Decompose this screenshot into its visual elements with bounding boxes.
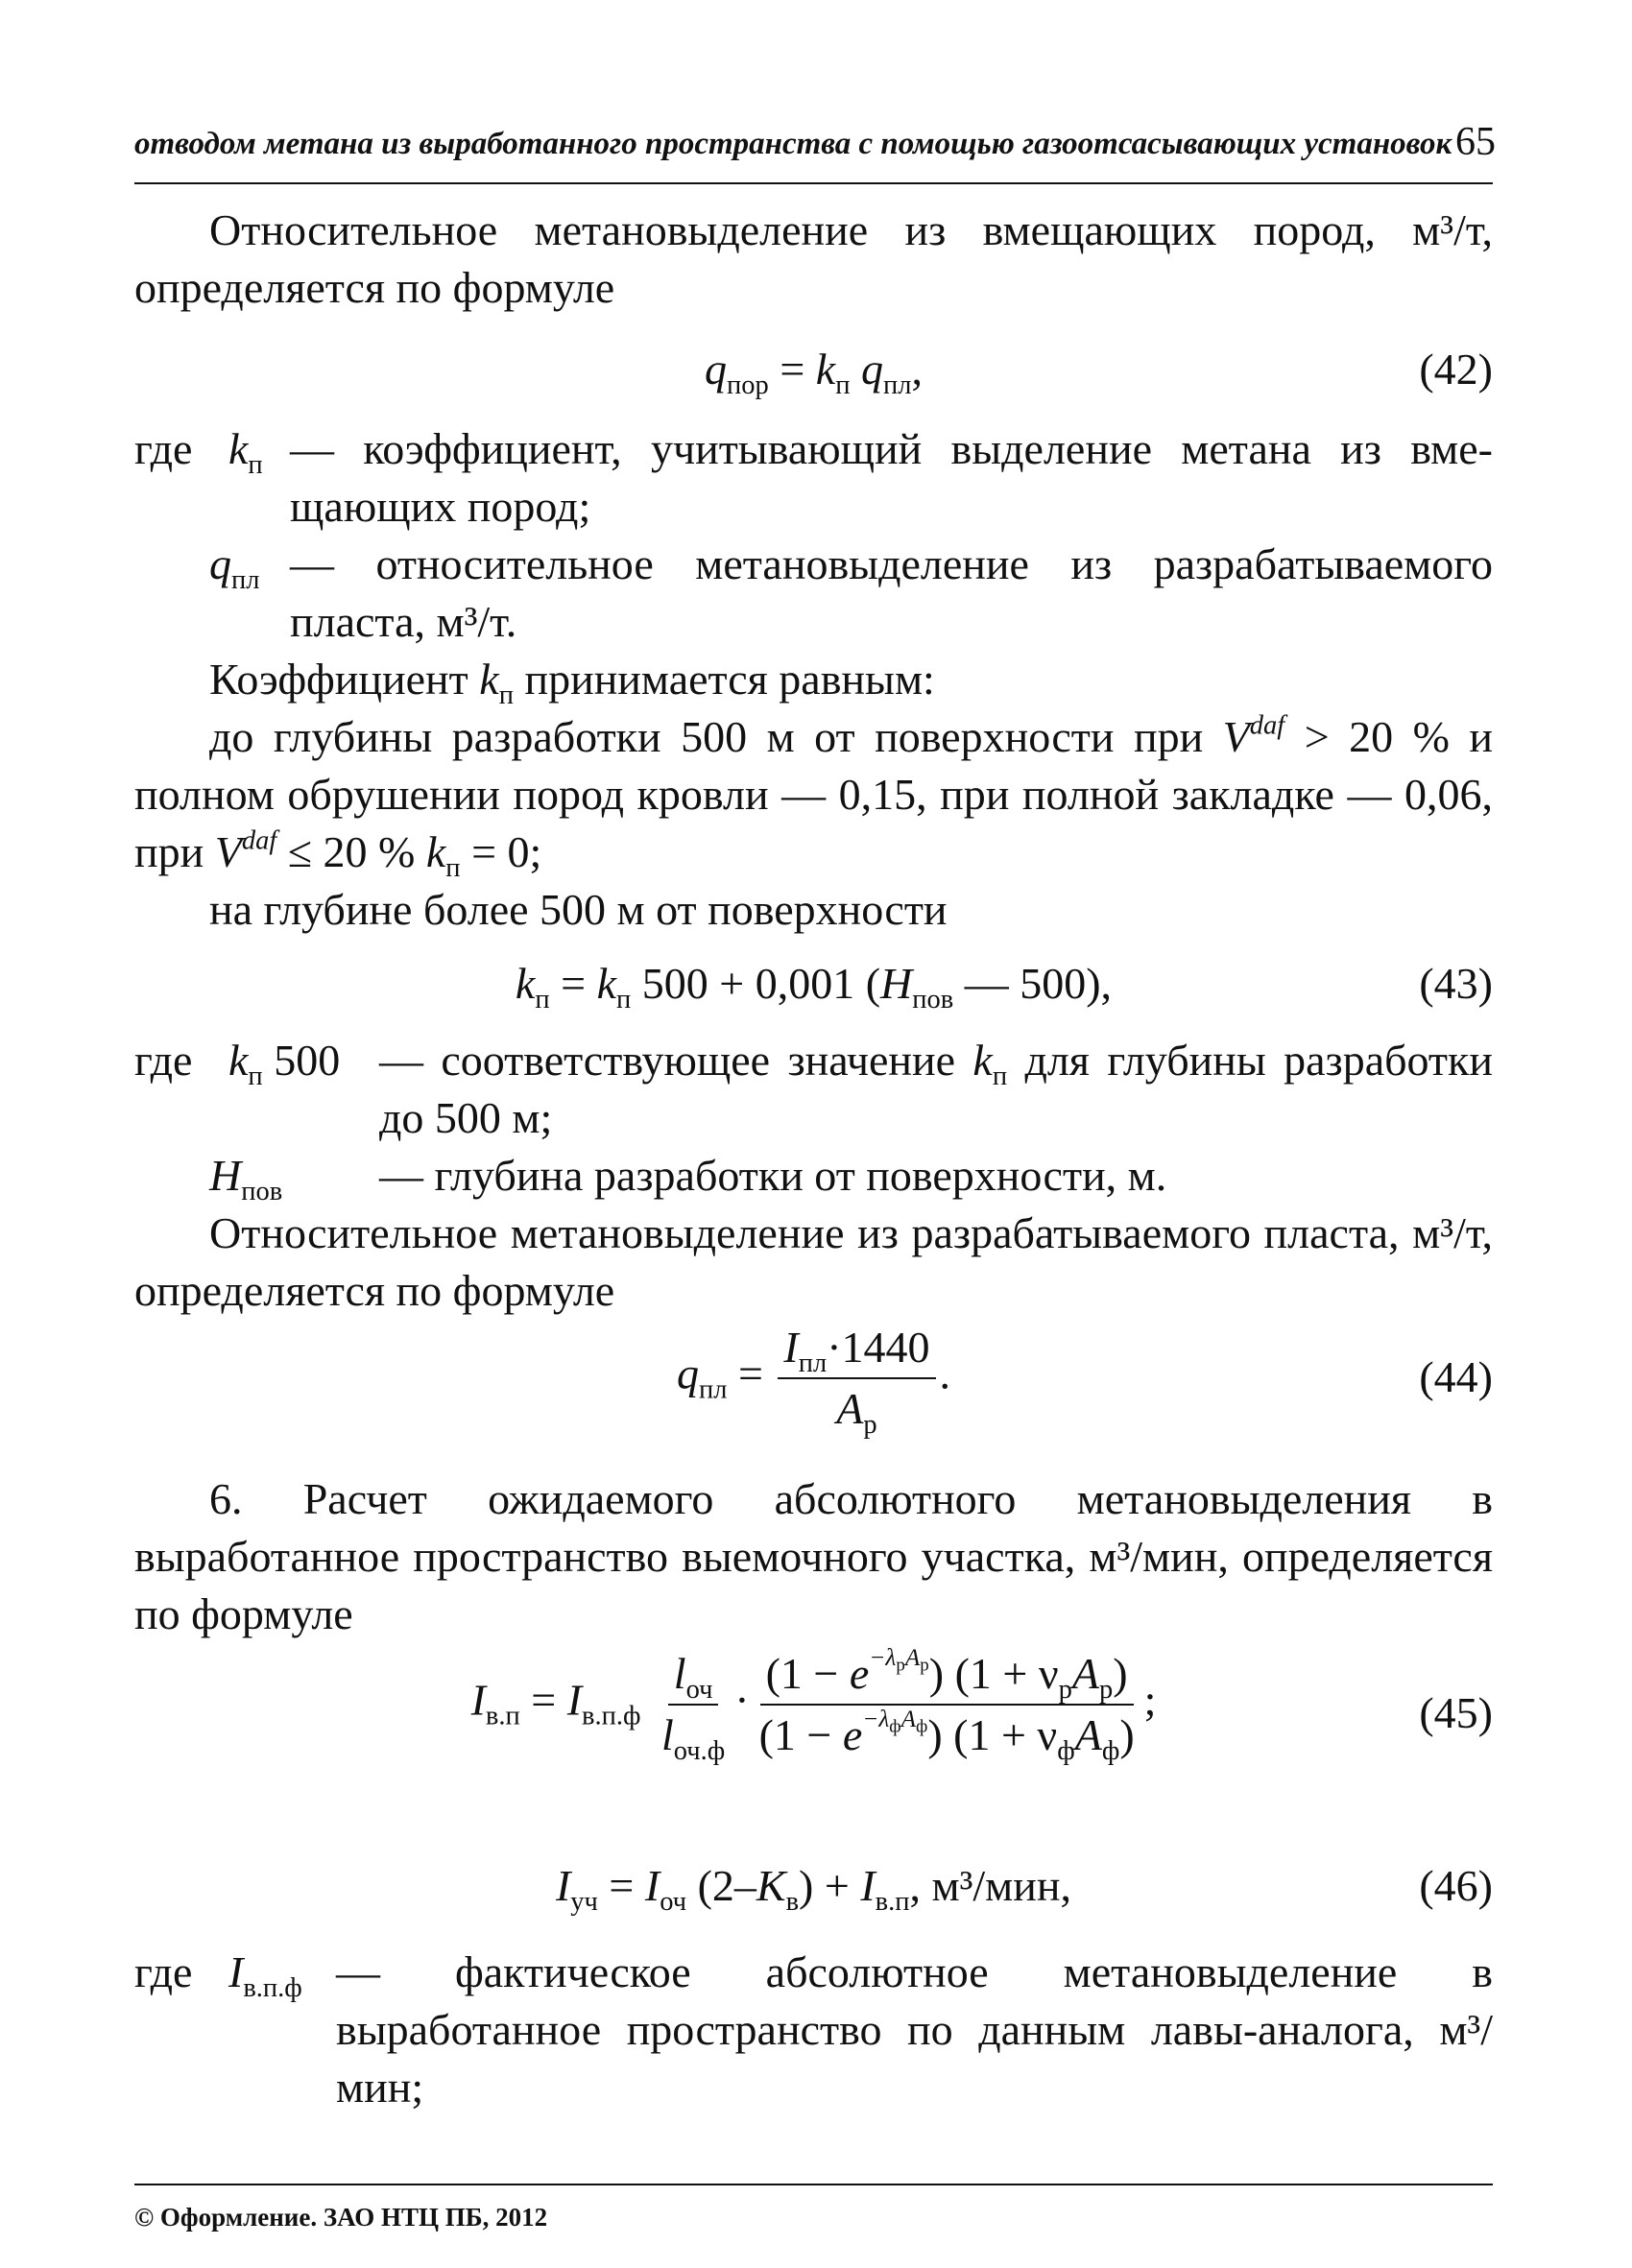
text: = 0; bbox=[460, 827, 542, 876]
symbol-q: q bbox=[209, 539, 231, 588]
subscript-p: п bbox=[615, 984, 632, 1015]
subscript-pl: пл bbox=[798, 1348, 828, 1378]
symbol-l: l bbox=[673, 1649, 686, 1698]
symbol-lambda: −λ bbox=[869, 1643, 897, 1671]
formula-44 bbox=[134, 1320, 1493, 1440]
subscript-p: п bbox=[992, 1061, 1008, 1091]
text: для глубины разработки до 500 м; bbox=[379, 1036, 1493, 1142]
symbol-k: k bbox=[596, 959, 616, 1008]
paragraph-depth-over-500: на глубине более 500 м от поверхности bbox=[209, 885, 948, 934]
superscript-daf: daf bbox=[241, 825, 277, 856]
symbol-V: V bbox=[214, 827, 242, 876]
symbol-k: k bbox=[515, 959, 536, 1008]
formula-43 bbox=[134, 955, 1493, 1013]
fraction-numerator bbox=[778, 1320, 935, 1379]
symbol-I: I bbox=[566, 1675, 583, 1725]
fraction-length-ratio bbox=[656, 1646, 731, 1766]
formula-term: , м³/мин, bbox=[909, 1861, 1072, 1910]
symbol-A: A bbox=[836, 1384, 864, 1433]
where-label: где bbox=[134, 424, 193, 473]
text: > 20 % и полном обрушении пород кровли — 0,15, при полной закладке — 0,06, при bbox=[134, 712, 1493, 876]
superscript-daf: daf bbox=[1249, 710, 1285, 741]
subscript-r: р bbox=[1099, 1674, 1114, 1705]
formula-term: (1 − bbox=[758, 1710, 843, 1759]
subscript-vpf: в.п.ф bbox=[243, 1972, 302, 2003]
symbol-I: I bbox=[470, 1675, 486, 1725]
subscript-f: ф bbox=[916, 1716, 928, 1737]
equation-number-42: (42) bbox=[1419, 345, 1493, 394]
subscript-f: ф bbox=[1057, 1735, 1075, 1766]
subscript-och: оч bbox=[685, 1674, 713, 1705]
symbol-k: k bbox=[479, 655, 499, 704]
subscript-f: ф bbox=[889, 1716, 901, 1737]
symbol-q: q bbox=[676, 1349, 699, 1398]
def-symbol-Hpov bbox=[209, 1147, 282, 1205]
symbol-H: H bbox=[880, 959, 913, 1008]
subscript-p: п bbox=[835, 370, 851, 400]
def-symbol-kp bbox=[228, 420, 263, 478]
symbol-q: q bbox=[860, 345, 883, 394]
fraction-denominator bbox=[656, 1706, 731, 1766]
formula-punct: ; bbox=[1143, 1675, 1157, 1725]
subscript-r: р bbox=[896, 1655, 905, 1676]
def-text-Hpov: — глубина разработки от поверхности, м. bbox=[379, 1151, 1167, 1200]
equation-number-46: (46) bbox=[1419, 1861, 1493, 1910]
formula-term: 500 + 0,001 ( bbox=[631, 959, 881, 1008]
def-symbol-qpl bbox=[209, 536, 260, 593]
symbol-k: k bbox=[972, 1036, 993, 1085]
where-label: где bbox=[134, 1036, 193, 1085]
suffix-500: 500 bbox=[262, 1036, 341, 1085]
formula-45 bbox=[134, 1643, 1493, 1766]
copyright-footer: © Оформление. ЗАО НТЦ ПБ, 2012 bbox=[134, 2203, 548, 2232]
def-text-Ivpf: — фактическое абсолютное метановыделение в выработанное пространство по данным лавы-аналога, м³/мин; bbox=[336, 1947, 1493, 2112]
formula-46 bbox=[134, 1857, 1493, 1915]
formula-punct: . bbox=[939, 1349, 951, 1398]
fraction bbox=[778, 1320, 935, 1440]
symbol-k: k bbox=[815, 345, 836, 394]
formula-term: ) (1 + ν bbox=[927, 1710, 1058, 1759]
equals-sign: = bbox=[727, 1349, 775, 1398]
factor-1440: ·1440 bbox=[827, 1323, 930, 1372]
subscript-uch: уч bbox=[570, 1886, 598, 1917]
equals-sign: = bbox=[519, 1675, 567, 1725]
multiply-dot: · bbox=[734, 1675, 750, 1725]
subscript-vp: в.п bbox=[875, 1886, 910, 1917]
text: — соответствующее значение bbox=[379, 1036, 973, 1085]
subscript-pl: пл bbox=[231, 564, 260, 595]
subscript-r: р bbox=[920, 1655, 929, 1676]
equation-number-45: (45) bbox=[1419, 1688, 1493, 1737]
symbol-I: I bbox=[555, 1861, 571, 1910]
symbol-q: q bbox=[705, 345, 728, 394]
page-number: 65 bbox=[1455, 120, 1496, 164]
symbol-l: l bbox=[661, 1710, 674, 1759]
symbol-I: I bbox=[228, 1947, 244, 1996]
symbol-lambda: −λ bbox=[862, 1705, 890, 1732]
running-title: отводом метана из выработанного пространства с помощью газоотсасывающих установок bbox=[134, 127, 1452, 161]
subscript-r: р bbox=[863, 1409, 877, 1440]
def-symbol-kp500 bbox=[228, 1032, 340, 1089]
formula-term: ) bbox=[1113, 1649, 1128, 1698]
text: до глубины разработки 500 м от поверхности при bbox=[209, 712, 1223, 761]
symbol-V: V bbox=[1222, 712, 1250, 761]
subscript-por: пор bbox=[727, 370, 769, 400]
fraction-denominator bbox=[830, 1379, 882, 1440]
symbol-I: I bbox=[783, 1323, 799, 1372]
symbol-I: I bbox=[860, 1861, 876, 1910]
footer-rule bbox=[134, 2184, 1493, 2185]
def-symbol-Ivpf bbox=[228, 1944, 302, 2001]
paragraph-intro-host-rock: Относительное метановыделение из вмещающих пород, м³/т, определяется по формуле bbox=[134, 205, 1493, 312]
symbol-k: k bbox=[228, 424, 249, 473]
text: Коэффициент bbox=[209, 655, 480, 704]
def-text-kp: — коэффициент, учитывающий выделение метана из вме- щающих пород; bbox=[290, 424, 1493, 531]
formula-term: ) (1 + ν bbox=[928, 1649, 1059, 1698]
subscript-ochf: оч.ф bbox=[673, 1735, 726, 1766]
paragraph-depth-500 bbox=[134, 708, 1493, 881]
equation-number-43: (43) bbox=[1419, 959, 1493, 1008]
subscript-p: п bbox=[248, 1061, 263, 1091]
symbol-I: I bbox=[644, 1861, 660, 1910]
formula-term: (2– bbox=[686, 1861, 756, 1910]
subscript-pov: пов bbox=[241, 1176, 283, 1206]
where-label: где bbox=[134, 1947, 193, 1996]
subscript-r: р bbox=[1058, 1674, 1072, 1705]
symbol-A: A bbox=[904, 1643, 921, 1671]
paragraph-coefficient bbox=[209, 651, 935, 708]
symbol-k: k bbox=[228, 1036, 249, 1085]
subscript-p: п bbox=[248, 449, 263, 480]
subscript-pl: пл bbox=[882, 370, 912, 400]
subscript-pl: пл bbox=[698, 1374, 728, 1405]
symbol-K: K bbox=[756, 1861, 786, 1910]
formula-term: (1 − bbox=[765, 1649, 850, 1698]
formula-term: ) + bbox=[799, 1861, 861, 1910]
paragraph-item-6: 6. Расчет ожидаемого абсолютного метановыделения в выработанное пространство выемочного участка, м³/мин, определяется по формуле bbox=[134, 1474, 1493, 1638]
fraction-numerator bbox=[668, 1646, 719, 1706]
symbol-e: e bbox=[842, 1710, 863, 1759]
symbol-A: A bbox=[1071, 1649, 1100, 1698]
equals-sign: = bbox=[768, 345, 816, 394]
subscript-vpf: в.п.ф bbox=[582, 1701, 641, 1731]
exponent bbox=[869, 1643, 929, 1676]
subscript-f: ф bbox=[1101, 1735, 1120, 1766]
formula-term: ) bbox=[1119, 1710, 1135, 1759]
symbol-k: k bbox=[425, 827, 446, 876]
def-text-qpl: — относительное метановыделение из разрабатываемого пласта, м³/т. bbox=[290, 539, 1493, 646]
fraction-numerator bbox=[760, 1643, 1134, 1706]
formula-punct: , bbox=[911, 345, 923, 394]
def-text-kp500 bbox=[379, 1032, 1493, 1147]
equation-number-44: (44) bbox=[1419, 1352, 1493, 1401]
symbol-e: e bbox=[849, 1649, 870, 1698]
symbol-A: A bbox=[900, 1705, 917, 1732]
equals-sign: = bbox=[597, 1861, 645, 1910]
text: ≤ 20 % bbox=[276, 827, 426, 876]
equals-sign: = bbox=[549, 959, 597, 1008]
subscript-vp: в.п bbox=[485, 1701, 520, 1731]
text: принимается равным: bbox=[513, 655, 935, 704]
symbol-A: A bbox=[1074, 1710, 1102, 1759]
fraction-decay-ratio bbox=[754, 1643, 1140, 1766]
subscript-pov: пов bbox=[912, 984, 954, 1015]
header-rule bbox=[134, 182, 1493, 184]
formula-term: — 500), bbox=[953, 959, 1113, 1008]
subscript-v: в bbox=[785, 1886, 800, 1917]
subscript-och: оч bbox=[660, 1886, 687, 1917]
subscript-p: п bbox=[535, 984, 550, 1015]
symbol-H: H bbox=[209, 1151, 242, 1200]
formula-42 bbox=[134, 341, 1493, 398]
fraction-denominator bbox=[754, 1705, 1140, 1766]
paragraph-seam-emission: Относительное метановыделение из разрабатываемого пласта, м³/т, определяется по формуле bbox=[134, 1208, 1493, 1315]
subscript-p: п bbox=[445, 852, 461, 883]
exponent bbox=[862, 1705, 928, 1737]
subscript-p: п bbox=[498, 680, 514, 710]
